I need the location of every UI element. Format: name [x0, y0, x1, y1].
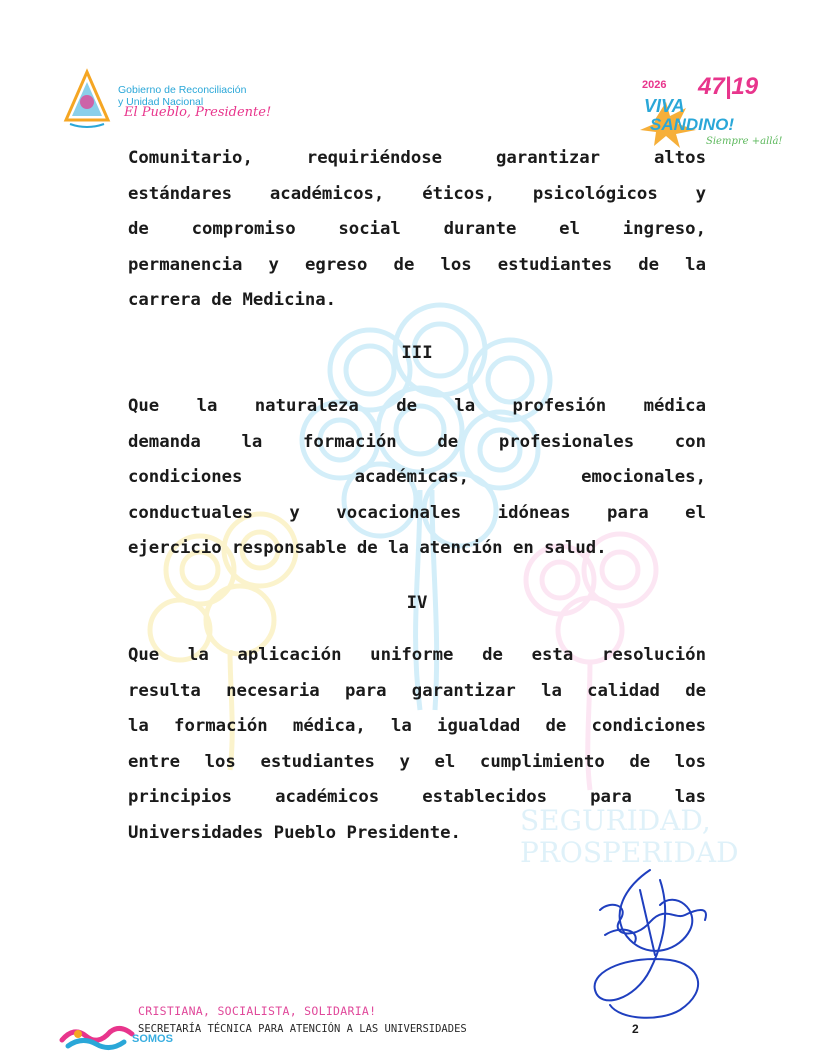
wave-logo-icon [58, 1020, 138, 1056]
text-line: demanda la formación de profesionales con [128, 431, 706, 452]
badge-sandino: SANDINO! [650, 115, 735, 134]
text-line: Comunitario, requiriéndose garantizar altos [128, 148, 706, 168]
section-heading-iv: IV [406, 593, 428, 613]
government-header [62, 68, 272, 138]
text-line: resulta necesaria para garantizar la calidad de [128, 680, 706, 701]
government-slogan: El Pueblo, Presidente! [124, 105, 272, 120]
text-line: carrera de Medicina. [128, 290, 337, 310]
government-name-line2: y Unidad Nacional [118, 96, 204, 108]
text-line: ejercicio responsable de la atención en salud. [128, 538, 607, 558]
paragraph-comunitario [128, 141, 706, 319]
footer-somos: SOMOS [132, 1033, 173, 1045]
text-line: condiciones académicas, emocionales, [128, 467, 706, 487]
text-line: estándares académicos, éticos, psicológicos y [128, 183, 706, 204]
government-name-line1: Gobierno de Reconciliación [118, 84, 247, 96]
badge-viva: VIVA [644, 96, 685, 116]
text-line: Que la naturaleza de la profesión médica [128, 396, 706, 416]
badge-year: 2026 [642, 79, 667, 91]
watermark-text-2: PROSPERIDAD [520, 836, 739, 869]
badge-numbers: 47|19 [698, 73, 759, 100]
government-emblem-icon [62, 68, 112, 132]
footer-motto: CRISTIANA, SOCIALISTA, SOLIDARIA! [138, 1004, 377, 1018]
footer-office: SECRETARÍA TÉCNICA PARA ATENCIÓN A LAS UNIVERSIDADES [138, 1023, 467, 1035]
text-line: conductuales y vocacionales idóneas para el [128, 502, 706, 523]
text-line: Universidades Pueblo Presidente. [128, 822, 461, 843]
paragraph-naturaleza [128, 389, 706, 567]
handwritten-signature [580, 860, 720, 1030]
watermark-text-1: SEGURIDAD, [520, 804, 711, 837]
text-line: la formación médica, la igualdad de condiciones [128, 716, 706, 736]
text-line: Que la aplicación uniforme de esta resolución [128, 645, 706, 665]
viva-sandino-badge [636, 72, 783, 150]
text-line: de compromiso social durante el ingreso, [128, 219, 706, 239]
paragraph-aplicacion [128, 638, 706, 851]
page-number: 2 [632, 1022, 639, 1036]
text-line: principios académicos establecidos para las [128, 787, 706, 807]
text-line: entre los estudiantes y el cumplimiento de los [128, 751, 706, 772]
text-line: permanencia y egreso de los estudiantes de la [128, 254, 706, 275]
badge-tagline: Siempre +allá! [706, 136, 783, 147]
section-heading-iii: III [401, 343, 433, 363]
